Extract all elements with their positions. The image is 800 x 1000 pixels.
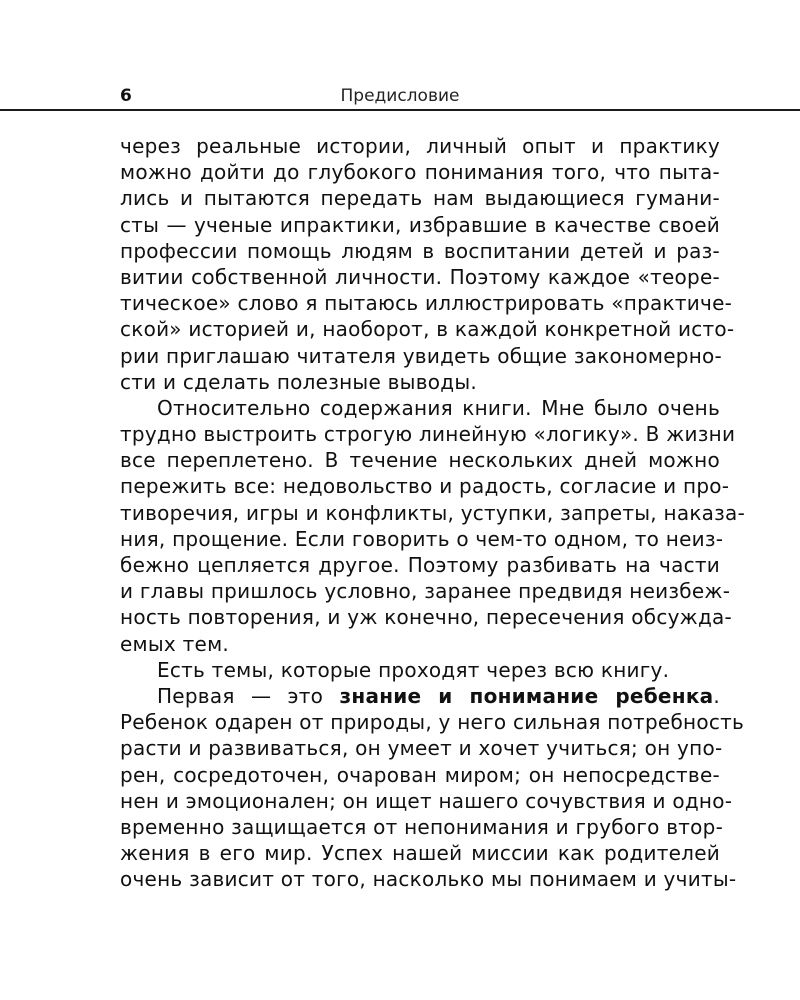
text-line: пережить все: недовольство и радость, согласие и про- [120,474,730,499]
page-header [0,0,800,112]
text-line: бежно цепляется другое. Поэтому разбивать на части [120,553,720,577]
text-line: все переплетено. В течение нескольких дней можно [120,448,720,473]
text-line: сти и сделать полезные выводы. [120,369,477,394]
text-line: и главы пришлось условно, заранее предвидя неизбеж- [120,579,731,604]
page-number: 6 [120,86,132,106]
text-line: временно защищается от непонимания и грубого втор- [120,814,724,839]
text-segment: Первая — это [157,683,340,708]
text-line: нен и эмоционален; он ищет нашего сочувствия и одно- [120,788,733,813]
text-line-with-emphasis [120,683,720,709]
text-line: лись и пытаются передать нам выдающиеся гумани- [120,186,720,211]
body-text [120,133,746,892]
text-line: Относительно содержания книги. Мне было очень [157,395,720,420]
text-line: можно дойти до глубокого понимания того, что пыта- [120,160,720,185]
text-line: витии собственной личности. Поэтому каждое «теоре- [120,264,720,289]
text-line: тиворечия, игры и конфликты, уступки, запреты, наказа- [120,500,746,525]
text-line: емых тем. [120,631,230,656]
text-line: рии приглашаю читателя увидеть общие закономерно- [120,343,722,368]
text-line: ской» историей и, наоборот, в каждой конкретной исто- [120,317,735,342]
text-line: жения в его мир. Успех нашей миссии как родителей [120,841,720,866]
running-title: Предисловие [340,86,460,106]
text-line: очень зависит от того, насколько мы понимаем и учиты- [120,867,737,892]
text-line: сты — ученые ипрактики, избравшие в качестве своей [120,212,720,237]
text-line: ния, прощение. Если говорить о чем-то одном, то неиз- [120,526,724,551]
text-line: через реальные истории, личный опыт и практику [120,134,720,158]
text-line: профессии помощь людям в воспитании детей и раз- [120,238,720,263]
header-rule [0,109,800,111]
text-line: трудно выстроить строгую линейную «логику». В жизни [120,422,736,447]
text-line: Ребенок одарен от природы, у него сильная потребность [120,710,745,735]
text-line: Есть темы, которые проходят через всю книгу. [157,657,670,682]
text-line: ность повторения, и уж конечно, пересечения обсужда- [120,605,733,630]
emphasis-text: знание и понимание ребенка [339,683,714,708]
text-segment: . [713,683,720,708]
text-line: тическое» слово я пытаюсь иллюстрировать «практиче- [120,291,733,316]
text-line: расти и развиваться, он умеет и хочет учиться; он упо- [120,736,723,761]
text-line: рен, сосредоточен, очарован миром; он непосредстве- [120,762,720,787]
